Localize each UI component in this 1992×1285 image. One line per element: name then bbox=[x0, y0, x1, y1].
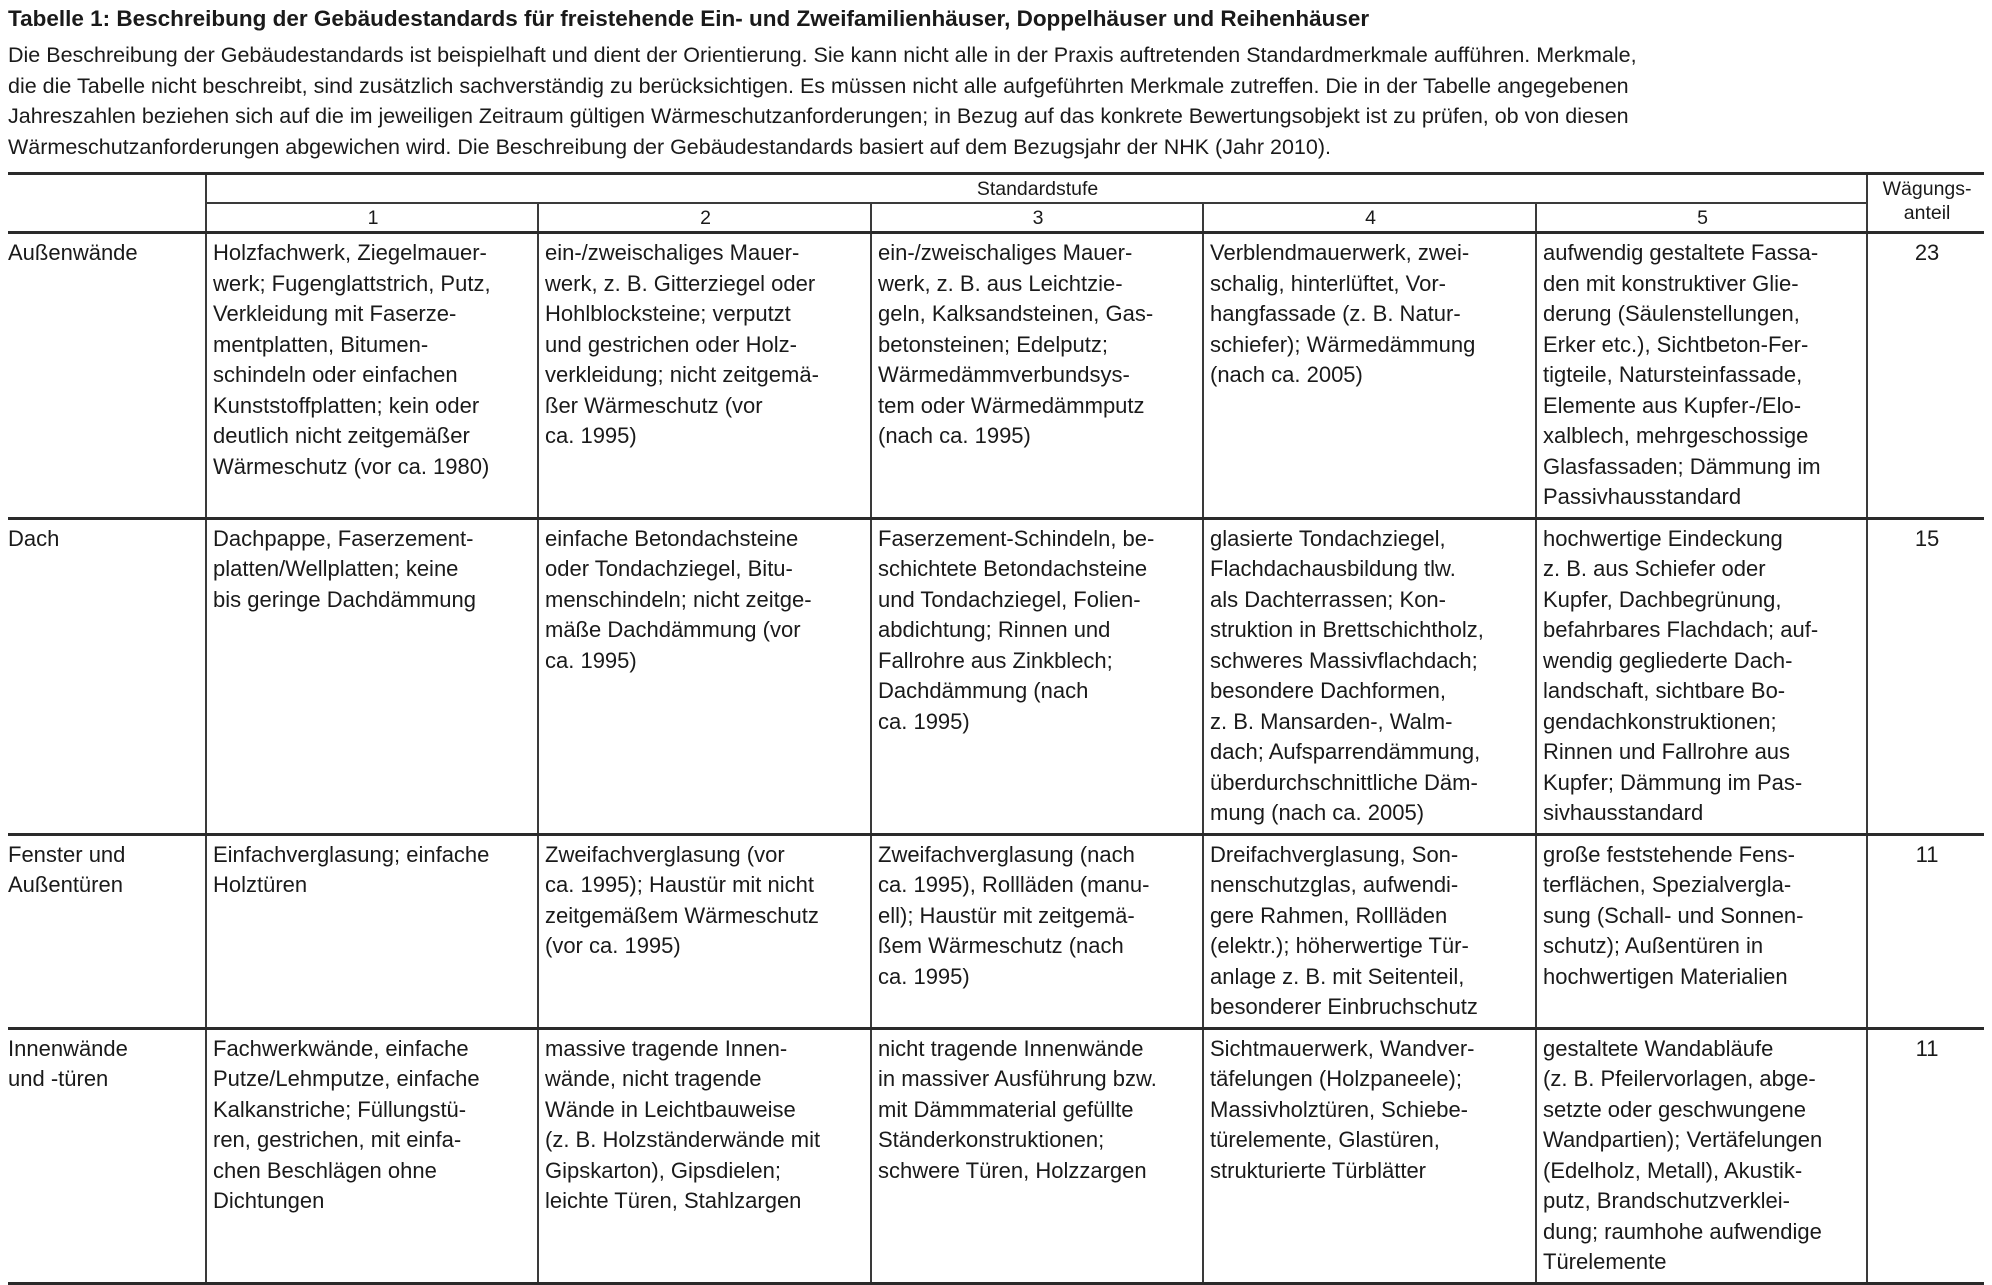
cell-line: Wärmeschutz (vor ca. 1980) bbox=[213, 453, 490, 479]
cell-line: (z. B. Holzständerwände mit bbox=[545, 1127, 821, 1152]
cell-line: derung (Säulenstellungen, bbox=[1543, 301, 1800, 326]
cell-line: tem oder Wärmedämmputz bbox=[878, 392, 1145, 418]
cell-line: Einfachverglasung; einfache bbox=[213, 841, 490, 867]
cell-line: ßer Wärmeschutz (vor bbox=[545, 392, 763, 418]
cell-line: Wände in Leichtbauweise bbox=[545, 1096, 796, 1122]
row-label-line: Dach bbox=[8, 525, 60, 551]
cell-line: werk; Fugenglattstrich, Putz, bbox=[213, 270, 491, 296]
header-corner-cell bbox=[8, 174, 206, 233]
cell-line: als Dachterrassen; Kon- bbox=[1210, 586, 1446, 612]
header-level-1: 1 bbox=[206, 203, 538, 233]
table-body bbox=[8, 233, 1984, 1284]
cell-line: hochwertige Eindeckung bbox=[1543, 525, 1783, 551]
header-level-2: 2 bbox=[538, 203, 871, 233]
cell-line: ca. 1995) bbox=[545, 647, 637, 673]
cell-line: Holzfachwerk, Ziegelmauer- bbox=[213, 240, 487, 265]
cell-line: Ständerkonstruktionen; bbox=[878, 1127, 1105, 1152]
cell-line: türelemente, Glastüren, bbox=[1210, 1127, 1440, 1152]
cell-level-2 bbox=[538, 834, 871, 1028]
table-title: Tabelle 1: Beschreibung der Gebäudestandards für freistehende Ein- und Zweifamilienhäuser, Doppelhäuser und Reihenhäuser bbox=[8, 6, 1370, 31]
cell-level-1 bbox=[206, 834, 538, 1028]
cell-level-5 bbox=[1536, 518, 1867, 834]
cell-level-4 bbox=[1203, 834, 1536, 1028]
cell-line: sivhausstandard bbox=[1543, 800, 1704, 825]
intro-line: die die Tabelle nicht beschreibt, sind zusätzlich sachverständig zu berücksichtigen. Es müssen nicht alle aufgeführten Merkmale zutreffen. Die in der Tabelle angegebenen bbox=[8, 73, 1629, 98]
cell-line: mit Dämmmaterial gefüllte bbox=[878, 1096, 1134, 1122]
cell-line: chen Beschlägen ohne bbox=[213, 1157, 437, 1183]
cell-line: zeitgemäßem Wärmeschutz bbox=[545, 902, 819, 928]
cell-line: nenschutzglas, aufwendi- bbox=[1210, 872, 1459, 897]
cell-line: bis geringe Dachdämmung bbox=[213, 586, 476, 612]
cell-line: überdurchschnittliche Däm- bbox=[1210, 769, 1478, 795]
cell-line: oder Tondachziegel, Bitu- bbox=[545, 556, 793, 581]
cell-level-1 bbox=[206, 1028, 538, 1283]
cell-line: (Edelholz, Metall), Akustik- bbox=[1543, 1157, 1803, 1183]
cell-level-1 bbox=[206, 518, 538, 834]
cell-line: Rinnen und Fallrohre aus bbox=[1543, 739, 1791, 764]
intro-line: Jahreszahlen beziehen sich auf die im jeweiligen Zeitraum gültigen Wärmeschutzanforderungen; in Bezug auf das konkrete Bewertungsobjekt ist zu prüfen, ob von diesen bbox=[8, 104, 1629, 128]
cell-line: tigteile, Natursteinfassade, bbox=[1543, 362, 1803, 387]
row-label-line: Fenster und bbox=[8, 841, 126, 867]
cell-line: hochwertigen Materialien bbox=[1543, 963, 1788, 989]
intro-paragraph bbox=[8, 40, 1984, 162]
cell-line: Fallrohre aus Zinkblech; bbox=[878, 647, 1113, 673]
cell-line: ca. 1995) bbox=[545, 423, 637, 448]
cell-line: gere Rahmen, Rollläden bbox=[1210, 902, 1448, 928]
row-label-line: und -türen bbox=[8, 1066, 109, 1091]
cell-line: putz, Brandschutzverklei- bbox=[1543, 1188, 1790, 1213]
intro-line: Die Beschreibung der Gebäudestandards ist beispielhaft und dient der Orientierung. Sie kann nicht alle in der Praxis auftretenden Standardmerkmale aufführen. Merkmale, bbox=[8, 43, 1637, 67]
cell-line: Holztüren bbox=[213, 872, 308, 897]
cell-line: wände, nicht tragende bbox=[545, 1066, 762, 1091]
cell-line: glasierte Tondachziegel, bbox=[1210, 525, 1446, 551]
cell-line: massive tragende Innen- bbox=[545, 1035, 788, 1061]
cell-line: Faserzement-Schindeln, be- bbox=[878, 525, 1155, 551]
cell-line: Kalkanstriche; Füllungstü- bbox=[213, 1096, 467, 1122]
cell-line: mäße Dachdämmung (vor bbox=[545, 617, 801, 642]
cell-line: betonsteinen; Edelputz; bbox=[878, 331, 1108, 357]
building-standards-table bbox=[8, 172, 1984, 1285]
cell-line: Passivhausstandard bbox=[1543, 484, 1742, 509]
cell-line: werk, z. B. Gitterziegel oder bbox=[545, 270, 816, 296]
cell-line: Kunststoffplatten; kein oder bbox=[213, 392, 480, 418]
cell-line: Putze/Lehmputze, einfache bbox=[213, 1066, 480, 1091]
cell-line: z. B. Mansarden-, Walm- bbox=[1210, 708, 1453, 734]
cell-line: Sichtmauerwerk, Wandver- bbox=[1210, 1035, 1475, 1061]
cell-line: und Tondachziegel, Folien- bbox=[878, 586, 1141, 612]
cell-line: schutz); Außentüren in bbox=[1543, 933, 1764, 958]
cell-line: täfelungen (Holzpaneele); bbox=[1210, 1066, 1462, 1091]
cell-line: schindeln oder einfachen bbox=[213, 362, 458, 387]
row-label bbox=[8, 518, 206, 834]
cell-line: Elemente aus Kupfer-/Elo- bbox=[1543, 392, 1802, 418]
cell-line: ca. 1995) bbox=[878, 963, 970, 989]
cell-line: ca. 1995); Haustür mit nicht bbox=[545, 872, 815, 897]
cell-level-4 bbox=[1203, 518, 1536, 834]
weight-value: 23 bbox=[1867, 233, 1984, 519]
cell-line: schalig, hinterlüftet, Vor- bbox=[1210, 270, 1447, 296]
cell-level-3 bbox=[871, 1028, 1203, 1283]
cell-line: Glasfassaden; Dämmung im bbox=[1543, 453, 1821, 479]
row-label bbox=[8, 233, 206, 519]
weight-value: 11 bbox=[1867, 834, 1984, 1028]
cell-level-2 bbox=[538, 233, 871, 519]
cell-line: besonderer Einbruchschutz bbox=[1210, 994, 1478, 1019]
header-level-4: 4 bbox=[1203, 203, 1536, 233]
cell-line: abdichtung; Rinnen und bbox=[878, 617, 1111, 642]
cell-line: schichtete Betondachsteine bbox=[878, 556, 1148, 581]
cell-line: ca. 1995) bbox=[878, 708, 970, 734]
cell-line: Dichtungen bbox=[213, 1188, 325, 1213]
cell-line: menschindeln; nicht zeitge- bbox=[545, 586, 812, 612]
cell-line: aufwendig gestaltete Fassa- bbox=[1543, 240, 1819, 265]
cell-line: ca. 1995), Rollläden (manu- bbox=[878, 872, 1150, 897]
cell-line: gendachkonstruktionen; bbox=[1543, 708, 1777, 734]
cell-line: (vor ca. 1995) bbox=[545, 933, 681, 958]
cell-line: struktion in Brettschichtholz, bbox=[1210, 617, 1484, 642]
cell-line: (elektr.); höherwertige Tür- bbox=[1210, 933, 1469, 958]
cell-line: deutlich nicht zeitgemäßer bbox=[213, 423, 470, 448]
cell-line: dung; raumhohe aufwendige bbox=[1543, 1218, 1822, 1244]
header-standardstufe: Standardstufe bbox=[206, 174, 1867, 204]
cell-level-4 bbox=[1203, 233, 1536, 519]
cell-line: geln, Kalksandsteinen, Gas- bbox=[878, 301, 1154, 326]
cell-line: in massiver Ausführung bzw. bbox=[878, 1066, 1157, 1091]
cell-level-3 bbox=[871, 518, 1203, 834]
cell-line: Massivholztüren, Schiebe- bbox=[1210, 1096, 1469, 1122]
row-label bbox=[8, 834, 206, 1028]
cell-line: Kupfer; Dämmung im Pas- bbox=[1543, 769, 1803, 795]
header-level-3: 3 bbox=[871, 203, 1203, 233]
cell-line: mung (nach ca. 2005) bbox=[1210, 800, 1425, 825]
cell-line: gestaltete Wandabläufe bbox=[1543, 1035, 1774, 1061]
cell-line: landschaft, sichtbare Bo- bbox=[1543, 678, 1786, 703]
cell-line: Dachpappe, Faserzement- bbox=[213, 525, 474, 551]
cell-line: schiefer); Wärmedämmung bbox=[1210, 331, 1476, 357]
cell-line: (nach ca. 2005) bbox=[1210, 362, 1363, 387]
row-label-line: Außenwände bbox=[8, 240, 138, 265]
cell-line: Flachdachausbildung tlw. bbox=[1210, 556, 1456, 581]
header-weight bbox=[1867, 174, 1984, 233]
cell-level-2 bbox=[538, 518, 871, 834]
cell-line: werk, z. B. aus Leichtzie- bbox=[878, 270, 1123, 296]
cell-line: Dreifachverglasung, Son- bbox=[1210, 841, 1459, 867]
cell-level-3 bbox=[871, 233, 1203, 519]
cell-line: schwere Türen, Holzzargen bbox=[878, 1157, 1147, 1183]
weight-value: 15 bbox=[1867, 518, 1984, 834]
cell-level-5 bbox=[1536, 233, 1867, 519]
cell-line: Wandpartien); Vertäfelungen bbox=[1543, 1127, 1823, 1152]
cell-line: platten/Wellplatten; keine bbox=[213, 556, 459, 581]
table-row-fenster-aussentueren bbox=[8, 834, 1984, 1028]
cell-line: Türelemente bbox=[1543, 1249, 1667, 1274]
cell-level-4 bbox=[1203, 1028, 1536, 1283]
cell-line: strukturierte Türblätter bbox=[1210, 1157, 1427, 1183]
cell-line: Gipskarton), Gipsdielen; bbox=[545, 1157, 781, 1183]
cell-level-3 bbox=[871, 834, 1203, 1028]
cell-line: nicht tragende Innenwände bbox=[878, 1035, 1144, 1061]
intro-line: Wärmeschutzanforderungen abgewichen wird. Die Beschreibung der Gebäudestandards basiert auf dem Bezugsjahr der NHK (Jahr 2010). bbox=[8, 134, 1331, 159]
cell-level-2 bbox=[538, 1028, 871, 1283]
cell-line: Verkleidung mit Faserze- bbox=[213, 301, 457, 326]
cell-line: (z. B. Pfeilervorlagen, abge- bbox=[1543, 1066, 1816, 1091]
cell-line: ein-/zweischaliges Mauer- bbox=[545, 240, 800, 265]
cell-line: Erker etc.), Sichtbeton-Fer- bbox=[1543, 331, 1809, 357]
cell-line: große feststehende Fens- bbox=[1543, 841, 1795, 867]
header-level-5: 5 bbox=[1536, 203, 1867, 233]
cell-line: leichte Türen, Stahlzargen bbox=[545, 1188, 802, 1213]
cell-line: sung (Schall- und Sonnen- bbox=[1543, 902, 1804, 928]
header-weight-line: anteil bbox=[1903, 202, 1951, 224]
cell-line: ell); Haustür mit zeitgemä- bbox=[878, 902, 1135, 928]
header-row-levels bbox=[8, 203, 1984, 233]
cell-line: Verblendmauerwerk, zwei- bbox=[1210, 240, 1470, 265]
cell-line: Zweifachverglasung (nach bbox=[878, 841, 1135, 867]
cell-line: z. B. aus Schiefer oder bbox=[1543, 556, 1766, 581]
cell-line: ren, gestrichen, mit einfa- bbox=[213, 1127, 462, 1152]
cell-level-5 bbox=[1536, 834, 1867, 1028]
cell-line: Wärmedämmverbundsys- bbox=[878, 362, 1130, 387]
header-weight-line: Wägungs- bbox=[1882, 178, 1972, 200]
cell-line: Dachdämmung (nach bbox=[878, 678, 1089, 703]
cell-line: dach; Aufsparrendämmung, bbox=[1210, 739, 1481, 764]
cell-line: mentplatten, Bitumen- bbox=[213, 331, 429, 357]
cell-line: setzte oder geschwungene bbox=[1543, 1096, 1806, 1122]
header-row-standardstufe bbox=[8, 174, 1984, 204]
table-row-dach bbox=[8, 518, 1984, 834]
cell-line: befahrbares Flachdach; auf- bbox=[1543, 617, 1819, 642]
cell-line: den mit konstruktiver Glie- bbox=[1543, 270, 1799, 296]
cell-line: und gestrichen oder Holz- bbox=[545, 331, 797, 357]
cell-line: xalblech, mehrgeschossige bbox=[1543, 423, 1809, 448]
cell-line: wendig gegliederte Dach- bbox=[1543, 647, 1793, 673]
cell-line: ßem Wärmeschutz (nach bbox=[878, 933, 1124, 958]
cell-line: ein-/zweischaliges Mauer- bbox=[878, 240, 1133, 265]
cell-line: hangfassade (z. B. Natur- bbox=[1210, 301, 1461, 326]
cell-line: besondere Dachformen, bbox=[1210, 678, 1447, 703]
cell-line: anlage z. B. mit Seitenteil, bbox=[1210, 963, 1465, 989]
table-row-innenwaende-tueren bbox=[8, 1028, 1984, 1283]
cell-line: einfache Betondachsteine bbox=[545, 525, 799, 551]
cell-line: schweres Massivflachdach; bbox=[1210, 647, 1478, 673]
cell-line: Kupfer, Dachbegrünung, bbox=[1543, 586, 1782, 612]
row-label-line: Innenwände bbox=[8, 1035, 128, 1061]
row-label-line: Außentüren bbox=[8, 872, 123, 897]
cell-line: Hohlblocksteine; verputzt bbox=[545, 301, 791, 326]
cell-line: (nach ca. 1995) bbox=[878, 423, 1031, 448]
weight-value: 11 bbox=[1867, 1028, 1984, 1283]
cell-line: terflächen, Spezialvergla- bbox=[1543, 872, 1792, 897]
row-label bbox=[8, 1028, 206, 1283]
cell-level-1 bbox=[206, 233, 538, 519]
cell-line: Fachwerkwände, einfache bbox=[213, 1035, 469, 1061]
table-row-aussenwaende bbox=[8, 233, 1984, 519]
cell-line: Zweifachverglasung (vor bbox=[545, 841, 785, 867]
cell-level-5 bbox=[1536, 1028, 1867, 1283]
cell-line: verkleidung; nicht zeitgemä- bbox=[545, 362, 819, 387]
